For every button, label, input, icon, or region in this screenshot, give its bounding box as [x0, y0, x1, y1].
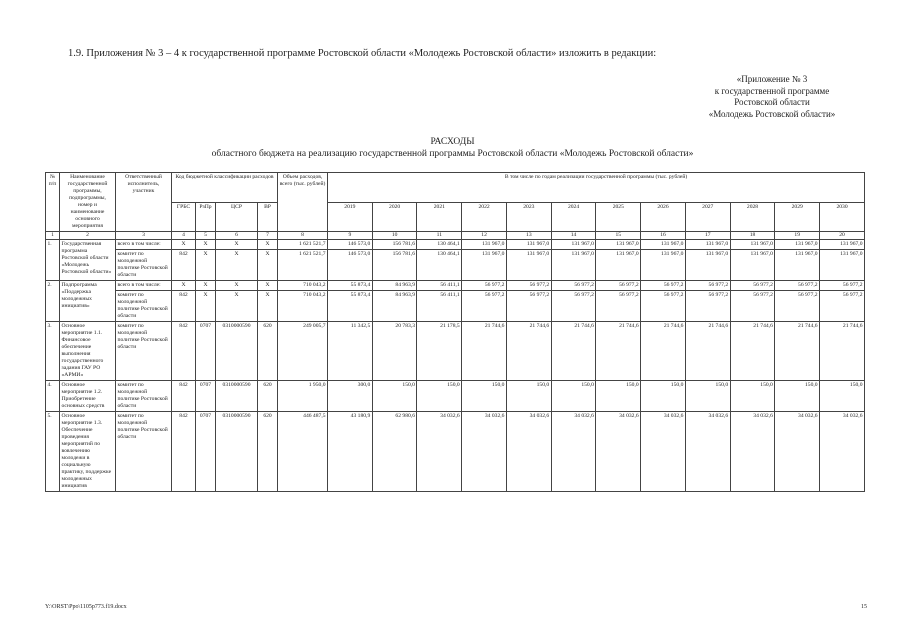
appendix-line: «Молодежь Ростовской области» [708, 108, 836, 119]
row-executor: комитет по молодежной политике Ростовской области [116, 322, 172, 381]
row-rzpr: X [196, 281, 216, 291]
header-year: 2030 [820, 202, 865, 232]
row-year-value: 56 977,2 [820, 291, 865, 322]
row-year-value: 56 977,2 [685, 291, 730, 322]
row-year-value: 34 032,6 [775, 412, 820, 492]
row-year-value: 55 873,4 [328, 291, 373, 322]
appendix-line: Ростовской области [734, 97, 810, 107]
row-year-value: 150,0 [372, 381, 417, 412]
row-year-value: 156 781,6 [372, 240, 417, 250]
row-year-value: 56 977,2 [506, 291, 551, 322]
column-number: 15 [596, 232, 641, 240]
row-year-value: 150,0 [596, 381, 641, 412]
row-year-value: 131 967,0 [730, 250, 775, 281]
heading-title: РАСХОДЫ [430, 137, 475, 147]
row-year-value: 21 744,6 [775, 322, 820, 381]
row-year-value: 21 744,6 [641, 322, 686, 381]
column-number: 9 [328, 232, 373, 240]
row-year-value: 131 967,0 [775, 240, 820, 250]
row-vr: X [258, 291, 278, 322]
column-number: 3 [116, 232, 172, 240]
appendix-header [687, 74, 857, 120]
row-grbs: 842 [172, 250, 196, 281]
header-name: Наименование государственной программы, подпрограммы, номер и наименование основного мероприятия [60, 173, 116, 232]
row-year-value: 131 967,0 [596, 240, 641, 250]
row-year-value: 55 873,4 [328, 281, 373, 291]
row-year-value: 56 977,2 [820, 281, 865, 291]
row-year-value: 131 967,0 [641, 240, 686, 250]
row-year-value: 131 967,0 [775, 250, 820, 281]
column-number: 13 [506, 232, 551, 240]
row-total: 249 005,7 [278, 322, 328, 381]
row-year-value: 56 977,2 [775, 281, 820, 291]
row-grbs: X [172, 281, 196, 291]
row-name: Подпрограмма «Поддержка молодежных инициатив» [60, 281, 116, 322]
header-year: 2022 [462, 202, 507, 232]
column-number: 4 [172, 232, 196, 240]
header-executor: Ответственный исполнитель, участник [116, 173, 172, 232]
column-number-row [46, 232, 865, 240]
row-year-value: 146 573,0 [328, 240, 373, 250]
column-number: 19 [775, 232, 820, 240]
row-year-value: 150,0 [685, 381, 730, 412]
header-year: 2021 [417, 202, 462, 232]
row-number: 3. [46, 322, 60, 381]
row-year-value: 62 980,6 [372, 412, 417, 492]
row-rzpr: 0707 [196, 381, 216, 412]
row-grbs: 842 [172, 412, 196, 492]
row-executor: всего в том числе: [116, 240, 172, 250]
row-year-value: 34 032,6 [730, 412, 775, 492]
row-year-value: 300,0 [328, 381, 373, 412]
row-name: Государственная программа Ростовской области «Молодежь Ростовской области» [60, 240, 116, 281]
file-path: Y:\ORST\Ppo\1105p773.f19.docx [45, 604, 127, 610]
column-number: 2 [60, 232, 116, 240]
row-year-value: 21 744,6 [551, 322, 596, 381]
header-year: 2019 [328, 202, 373, 232]
row-vr: X [258, 240, 278, 250]
header-year: 2025 [596, 202, 641, 232]
row-total: 710 043,2 [278, 281, 328, 291]
column-number: 6 [216, 232, 258, 240]
header-csr: ЦСР [216, 202, 258, 232]
row-year-value: 131 967,0 [730, 240, 775, 250]
row-total: 1 621 521,7 [278, 240, 328, 250]
header-year: 2026 [641, 202, 686, 232]
row-year-value: 34 032,6 [462, 412, 507, 492]
row-year-value: 56 977,2 [596, 281, 641, 291]
row-year-value: 131 967,0 [685, 250, 730, 281]
row-year-value: 131 967,0 [596, 250, 641, 281]
row-year-value: 131 967,0 [506, 250, 551, 281]
row-year-value: 56 411,1 [417, 291, 462, 322]
row-year-value: 21 744,6 [820, 322, 865, 381]
column-number: 8 [278, 232, 328, 240]
row-total: 710 043,2 [278, 291, 328, 322]
row-csr: 0310000590 [216, 381, 258, 412]
appendix-line: «Приложение № 3 [736, 74, 808, 84]
header-num: № п/п [46, 173, 60, 232]
row-year-value: 156 781,6 [372, 250, 417, 281]
row-executor: всего в том числе: [116, 281, 172, 291]
table-row [46, 381, 865, 412]
table-row [46, 240, 865, 250]
expenses-table [45, 172, 865, 492]
row-name: Основное мероприятие 1.2. Приобретение основных средств [60, 381, 116, 412]
row-name: Основное мероприятие 1.3. Обеспечение проведения мероприятий по вовлечению молодежи в социальную практику, поддержке молодежных инициатив [60, 412, 116, 492]
row-number: 5. [46, 412, 60, 492]
header-year: 2028 [730, 202, 775, 232]
row-year-value: 150,0 [641, 381, 686, 412]
row-csr: X [216, 240, 258, 250]
row-year-value: 21 744,6 [685, 322, 730, 381]
row-year-value: 84 963,9 [372, 291, 417, 322]
row-rzpr: X [196, 250, 216, 281]
row-year-value: 131 967,0 [820, 240, 865, 250]
row-year-value: 56 977,2 [506, 281, 551, 291]
row-vr: X [258, 281, 278, 291]
row-executor: комитет по молодежной политике Ростовской области [116, 381, 172, 412]
row-total: 1 950,0 [278, 381, 328, 412]
row-rzpr: X [196, 240, 216, 250]
row-year-value: 34 032,6 [685, 412, 730, 492]
table-row [46, 291, 865, 322]
table-row [46, 412, 865, 492]
row-year-value: 131 967,0 [506, 240, 551, 250]
row-year-value: 56 977,2 [641, 281, 686, 291]
header-total: Объем расходов, всего (тыс. рублей) [278, 173, 328, 232]
row-year-value: 34 032,6 [596, 412, 641, 492]
row-year-value: 150,0 [417, 381, 462, 412]
column-number: 16 [641, 232, 686, 240]
row-year-value: 21 178,5 [417, 322, 462, 381]
row-number: 4. [46, 381, 60, 412]
page-number: 15 [861, 604, 867, 610]
row-year-value: 150,0 [820, 381, 865, 412]
row-year-value: 56 977,2 [596, 291, 641, 322]
row-rzpr: X [196, 291, 216, 322]
table-row [46, 322, 865, 381]
row-vr: 620 [258, 381, 278, 412]
row-year-value: 21 744,6 [462, 322, 507, 381]
row-year-value: 130 464,1 [417, 240, 462, 250]
row-executor: комитет по молодежной политике Ростовской области [116, 250, 172, 281]
row-csr: X [216, 281, 258, 291]
column-number: 14 [551, 232, 596, 240]
row-year-value: 131 967,0 [462, 250, 507, 281]
row-year-value: 34 032,6 [641, 412, 686, 492]
header-rzpr: РзПр [196, 202, 216, 232]
row-csr: 0310000590 [216, 412, 258, 492]
column-number: 1 [46, 232, 60, 240]
row-year-value: 131 967,0 [551, 240, 596, 250]
row-csr: X [216, 250, 258, 281]
row-year-value: 43 180,9 [328, 412, 373, 492]
row-grbs: 842 [172, 291, 196, 322]
row-year-value: 150,0 [462, 381, 507, 412]
row-year-value: 34 032,6 [551, 412, 596, 492]
column-number: 7 [258, 232, 278, 240]
row-year-value: 131 967,0 [685, 240, 730, 250]
row-rzpr: 0707 [196, 412, 216, 492]
column-number: 20 [820, 232, 865, 240]
row-year-value: 56 977,2 [775, 291, 820, 322]
row-vr: 620 [258, 322, 278, 381]
row-year-value: 21 744,6 [730, 322, 775, 381]
appendix-line: к государственной программе [714, 85, 830, 96]
row-year-value: 56 977,2 [685, 281, 730, 291]
row-year-value: 146 573,0 [328, 250, 373, 281]
header-vr: ВР [258, 202, 278, 232]
row-year-value: 56 977,2 [551, 281, 596, 291]
row-year-value: 56 977,2 [462, 291, 507, 322]
heading-subtitle: областного бюджета на реализацию государственной программы Ростовской области «Молодежь Ростовской области» [211, 149, 694, 159]
row-vr: X [258, 250, 278, 281]
row-year-value: 21 744,6 [596, 322, 641, 381]
column-number: 12 [462, 232, 507, 240]
row-year-value: 150,0 [551, 381, 596, 412]
row-executor: комитет по молодежной политике Ростовской области [116, 412, 172, 492]
row-year-value: 150,0 [730, 381, 775, 412]
row-year-value: 56 977,2 [551, 291, 596, 322]
header-year: 2024 [551, 202, 596, 232]
row-grbs: 842 [172, 381, 196, 412]
row-year-value: 21 744,6 [506, 322, 551, 381]
header-year: 2029 [775, 202, 820, 232]
row-year-value: 34 032,6 [506, 412, 551, 492]
header-years: В том числе по годам реализации государственной программы (тыс. рублей) [328, 173, 865, 203]
column-number: 18 [730, 232, 775, 240]
row-total: 1 621 521,7 [278, 250, 328, 281]
row-year-value: 131 967,0 [551, 250, 596, 281]
column-number: 11 [417, 232, 462, 240]
row-year-value: 131 967,0 [641, 250, 686, 281]
header-grbs: ГРБС [172, 202, 196, 232]
row-total: 446 487,5 [278, 412, 328, 492]
row-year-value: 20 783,3 [372, 322, 417, 381]
row-number: 2. [46, 281, 60, 322]
row-year-value: 150,0 [506, 381, 551, 412]
row-year-value: 56 977,2 [730, 291, 775, 322]
header-budget-code: Код бюджетной классификации расходов [172, 173, 278, 203]
row-grbs: 842 [172, 322, 196, 381]
header-year: 2027 [685, 202, 730, 232]
document-heading [0, 136, 905, 160]
row-year-value: 56 977,2 [641, 291, 686, 322]
row-year-value: 130 464,1 [417, 250, 462, 281]
column-number: 10 [372, 232, 417, 240]
row-csr: 0310000590 [216, 322, 258, 381]
table-row [46, 250, 865, 281]
row-executor: комитет по молодежной политике Ростовской области [116, 291, 172, 322]
row-year-value: 56 977,2 [730, 281, 775, 291]
row-year-value: 131 967,0 [820, 250, 865, 281]
row-year-value: 34 032,6 [417, 412, 462, 492]
header-year: 2020 [372, 202, 417, 232]
row-year-value: 56 411,1 [417, 281, 462, 291]
intro-text: 1.9. Приложения № 3 – 4 к государственной программе Ростовской области «Молодежь Ростовской области» изложить в редакции: [68, 48, 657, 59]
row-year-value: 34 032,6 [820, 412, 865, 492]
row-name: Основное мероприятие 1.1. Финансовое обеспечение выполнения государственного задания ГАУ РО «АРМИ» [60, 322, 116, 381]
table-row [46, 281, 865, 291]
row-year-value: 11 342,5 [328, 322, 373, 381]
row-year-value: 56 977,2 [462, 281, 507, 291]
row-year-value: 150,0 [775, 381, 820, 412]
row-csr: X [216, 291, 258, 322]
row-vr: 620 [258, 412, 278, 492]
column-number: 5 [196, 232, 216, 240]
row-year-value: 84 963,9 [372, 281, 417, 291]
row-year-value: 131 967,0 [462, 240, 507, 250]
row-grbs: X [172, 240, 196, 250]
row-number: 1. [46, 240, 60, 281]
column-number: 17 [685, 232, 730, 240]
row-rzpr: 0707 [196, 322, 216, 381]
header-year: 2023 [506, 202, 551, 232]
